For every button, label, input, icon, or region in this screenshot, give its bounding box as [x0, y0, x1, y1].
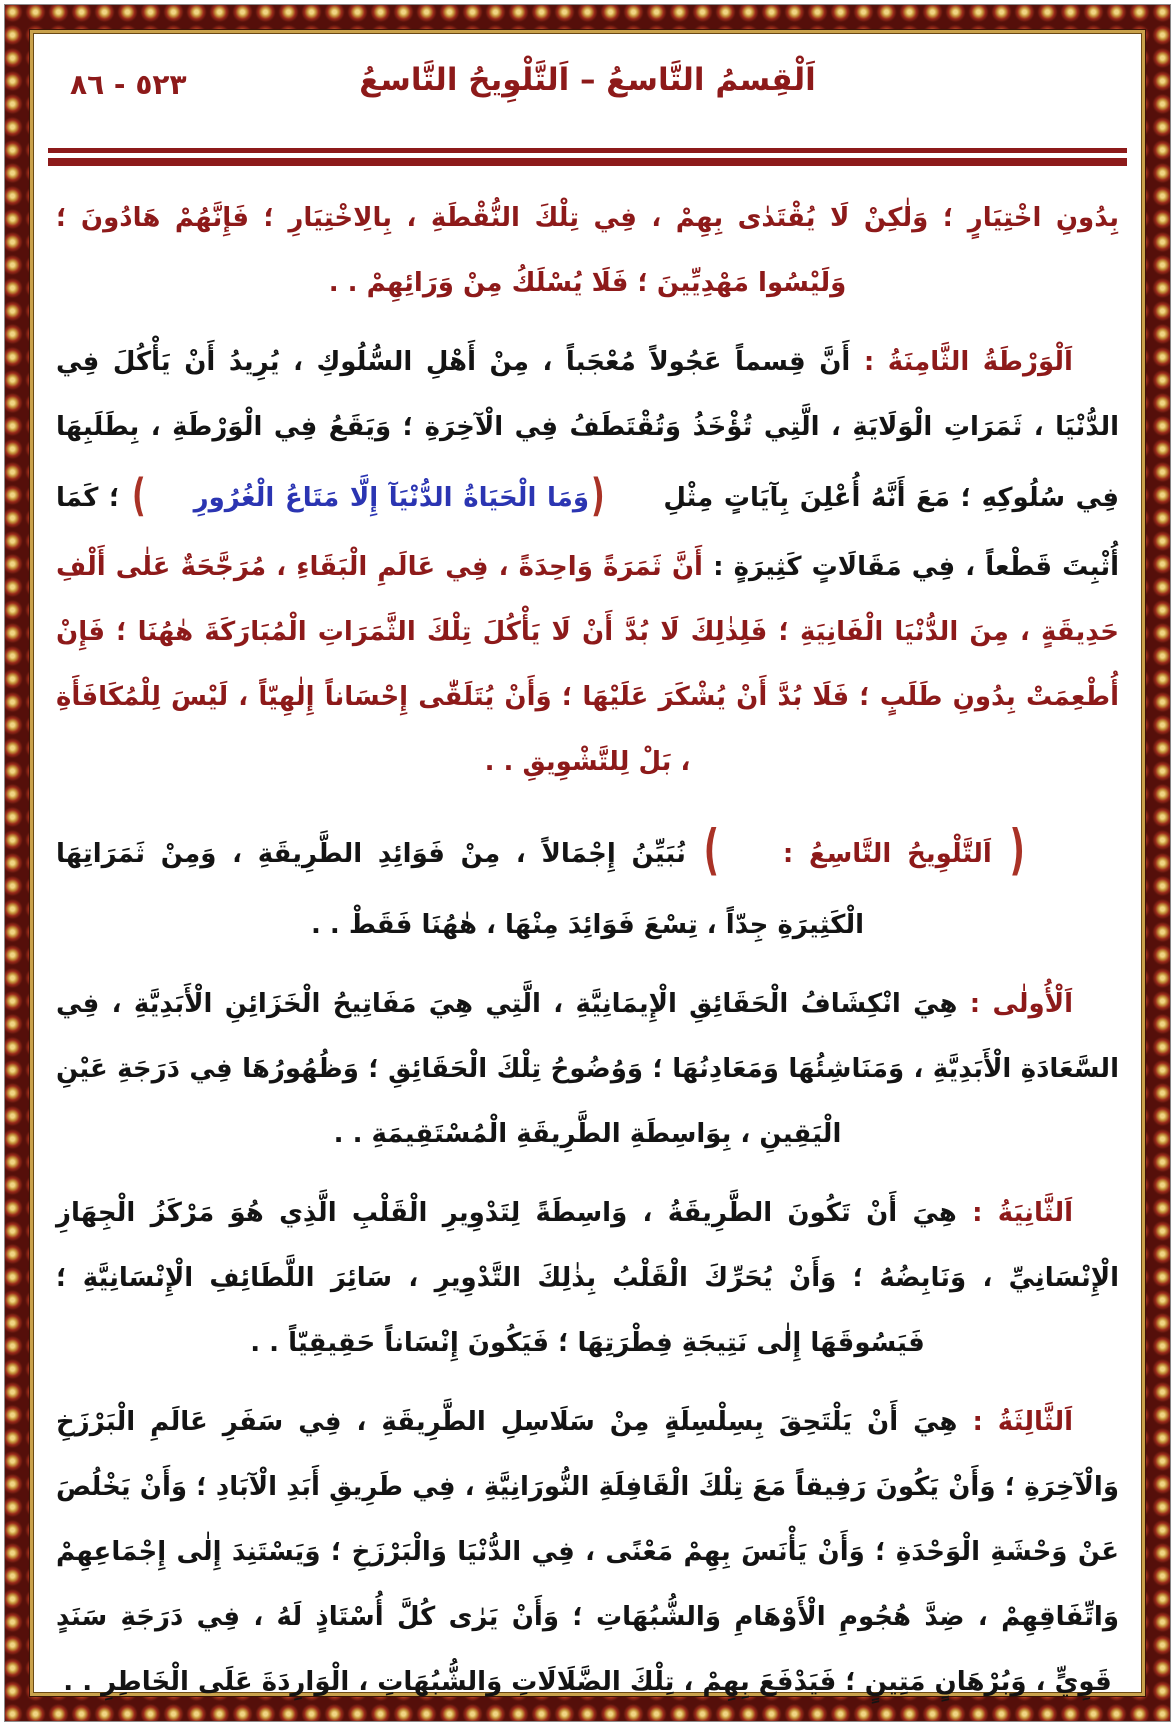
paragraph-benefit-second: [56, 1181, 1119, 1376]
header-divider: [48, 148, 1127, 166]
main-text: [34, 182, 1141, 1715]
section-lead: اَلْوَرْطَةُ الثَّامِنَةُ :: [850, 347, 1073, 377]
section-lead: اَلثَّانِيَةُ :: [956, 1198, 1073, 1229]
paragraph-continuation: [56, 186, 1119, 316]
page-header: [34, 34, 1141, 138]
page-number: ٥٢٣ - ٨٦: [70, 68, 187, 101]
paragraph-benefit-first: [56, 972, 1119, 1167]
paragraph-ninth-gleam: [56, 809, 1119, 958]
body-text: هِيَ أَنْ يَلْتَحِقَ بِسِلْسِلَةٍ مِنْ سَلَاسِلِ الطَّرِيقَةِ ، فِي سَفَرِ عَالَمِ الْبَرْزَخِ وَالْآخِرَةِ ؛ وَأَنْ يَكُونَ رَفِيقاً مَعَ تِلْكَ الْقَافِلَةِ النُّورَانِيَّةِ ، فِي طَرِيقِ أَبَدِ الْآبَادِ ؛ وَأَنْ يَخْلُصَ عَنْ وَحْشَةِ الْوَحْدَةِ ؛ وَأَنْ يَأْنَسَ بِهِمْ مَعْنًى ، فِي الدُّنْيَا وَالْبَرْزَخِ ؛ وَيَسْتَنِدَ إِلٰى إِجْمَاعِهِمْ وَاتِّفَاقِهِمْ ، ضِدَّ هُجُومِ الْأَوْهَامِ وَالشُّبُهَاتِ ؛ وَأَنْ يَرٰى كُلَّ أُسْتَاذٍ لَهُ ، فِي دَرَجَةِ سَنَدٍ قَوِيٍّ ، وَبُرْهَانٍ مَتِينٍ ؛ فَيَدْفَعَ بِهِمْ ، تِلْكَ الضَّلَالَاتِ وَالشُّبُهَاتِ ، الْوَارِدَةَ عَلَى الْخَاطِرِ . .: [56, 1407, 1119, 1698]
ornate-bracket-open-icon: (: [1009, 818, 1025, 882]
body-text: هِيَ انْكِشَافُ الْحَقَائِقِ الْإِيمَانِيَّةِ ، الَّتِي هِيَ مَفَاتِيحُ الْخَزَائِنِ الْأَبَدِيَّةِ ، فِي السَّعَادَةِ الْأَبَدِيَّةِ ، وَمَنَاشِئُهَا وَمَعَادِنُهَا ؛ وَوُضُوحُ تِلْكَ الْحَقَائِقِ ؛ وَظُهُورُهَا فِي دَرَجَةِ عَيْنِ الْيَقِينِ ، بِوَاسِطَةِ الطَّرِيقَةِ الْمُسْتَقِيمَةِ . .: [56, 989, 1119, 1150]
body-text: أَنَّ قِسماً عَجُولاً مُعْجَباً ، مِنْ أَهْلِ السُّلُوكِ ، يُرِيدُ أَنْ يَأْكُلَ فِي الدُّنْيَا ، ثَمَرَاتِ الْوَلَايَةِ ، الَّتِي تُؤْخَذُ وَتُقْتَطَفُ فِي الْآخِرَةِ ؛ وَيَقَعُ فِي الْوَرْطَةِ ، بِطَلَبِهَا فِي سُلُوكِهِ ؛ مَعَ أَنَّهُ أُعْلِنَ بِآيَاتٍ مِثْلِ: [56, 347, 1119, 513]
section-lead: اَلتَّلْوِيحُ التَّاسِعُ :: [767, 838, 1008, 869]
paragraph-benefit-third: [56, 1390, 1119, 1715]
page-title: اَلْقِسمُ التَّاسعُ – اَلتَّلْوِيحُ التَّاسعُ: [359, 62, 816, 98]
page-body: [33, 33, 1142, 1698]
body-text: نُبَيِّنُ إِجْمَالاً ، مِنْ فَوَائِدِ الطَّرِيقَةِ ، وَمِنْ ثَمَرَاتِهَا الْكَثِيرَةِ جِدّاً ، تِسْعَ فَوَائِدَ مِنْهَا ، هٰهُنَا فَقَطْ . .: [56, 838, 865, 941]
quran-verse: وَمَا الْحَيَاةُ الدُّنْيَآ إِلَّا مَتَاعُ الْغُرُورِ: [193, 483, 590, 513]
section-lead: اَلْأُولٰى :: [957, 989, 1073, 1020]
red-text: أَنَّ ثَمَرَةً وَاحِدَةً ، فِي عَالَمِ الْبَقَاءِ ، مُرَجَّحَةٌ عَلٰى أَلْفِ حَدِيقَةٍ ، مِنَ الدُّنْيَا الْفَانِيَةِ ؛ فَلِذٰلِكَ لَا بُدَّ أَنْ لَا يَأْكُلَ تِلْكَ الثَّمَرَاتِ الْمُبَارَكَةَ هٰهُنَا ؛ فَإِنْ أُطْعِمَتْ بِدُونِ طَلَبٍ ؛ فَلَا بُدَّ أَنْ يُشْكَرَ عَلَيْهَا ؛ وَأَنْ يُتَلَقّٰى إِحْسَاناً إِلٰهِيّاً ، لَيْسَ لِلْمُكَافَأَةِ ، بَلْ لِلتَّشْوِيقِ . .: [56, 551, 1119, 777]
paragraph-eighth-peril: [56, 330, 1119, 795]
ornate-bracket-close-icon: ): [703, 818, 720, 882]
ornate-bracket-open-icon: (: [591, 469, 605, 523]
section-lead: اَلثَّالِثَةُ :: [957, 1407, 1074, 1438]
red-text: بِدُونِ اخْتِيَارٍ ؛ وَلٰكِنْ لَا يُقْتَدٰى بِهِمْ ، فِي تِلْكَ النُّقْطَةِ ، بِالِاخْتِيَارِ ؛ فَإِنَّهُمْ هَادُونَ ؛ وَلَيْسُوا مَهْدِيِّينَ ؛ فَلَا يُسْلَكُ مِنْ وَرَائِهِمْ . .: [56, 203, 1119, 298]
body-text: ؛ كَمَا أُثْبِتَ قَطْعاً ، فِي مَقَالَاتٍ كَثِيرَةٍ :: [56, 483, 1119, 582]
ornate-bracket-close-icon: ): [132, 469, 146, 523]
body-text: هِيَ أَنْ تَكُونَ الطَّرِيقَةُ ، وَاسِطَةً لِتَدْوِيرِ الْقَلْبِ الَّذِي هُوَ مَرْكَزُ الْجِهَازِ الْإِنْسَانِيِّ ، وَنَابِضُهُ ؛ وَأَنْ يُحَرِّكَ الْقَلْبُ بِذٰلِكَ التَّدْوِيرِ ، سَائِرَ اللَّطَائِفِ الْإِنْسَانِيَّةِ ؛ فَيَسُوقَهَا إِلٰى نَتِيجَةِ فِطْرَتِهَا ؛ فَيَكُونَ إِنْسَاناً حَقِيقِيّاً . .: [56, 1198, 1119, 1359]
